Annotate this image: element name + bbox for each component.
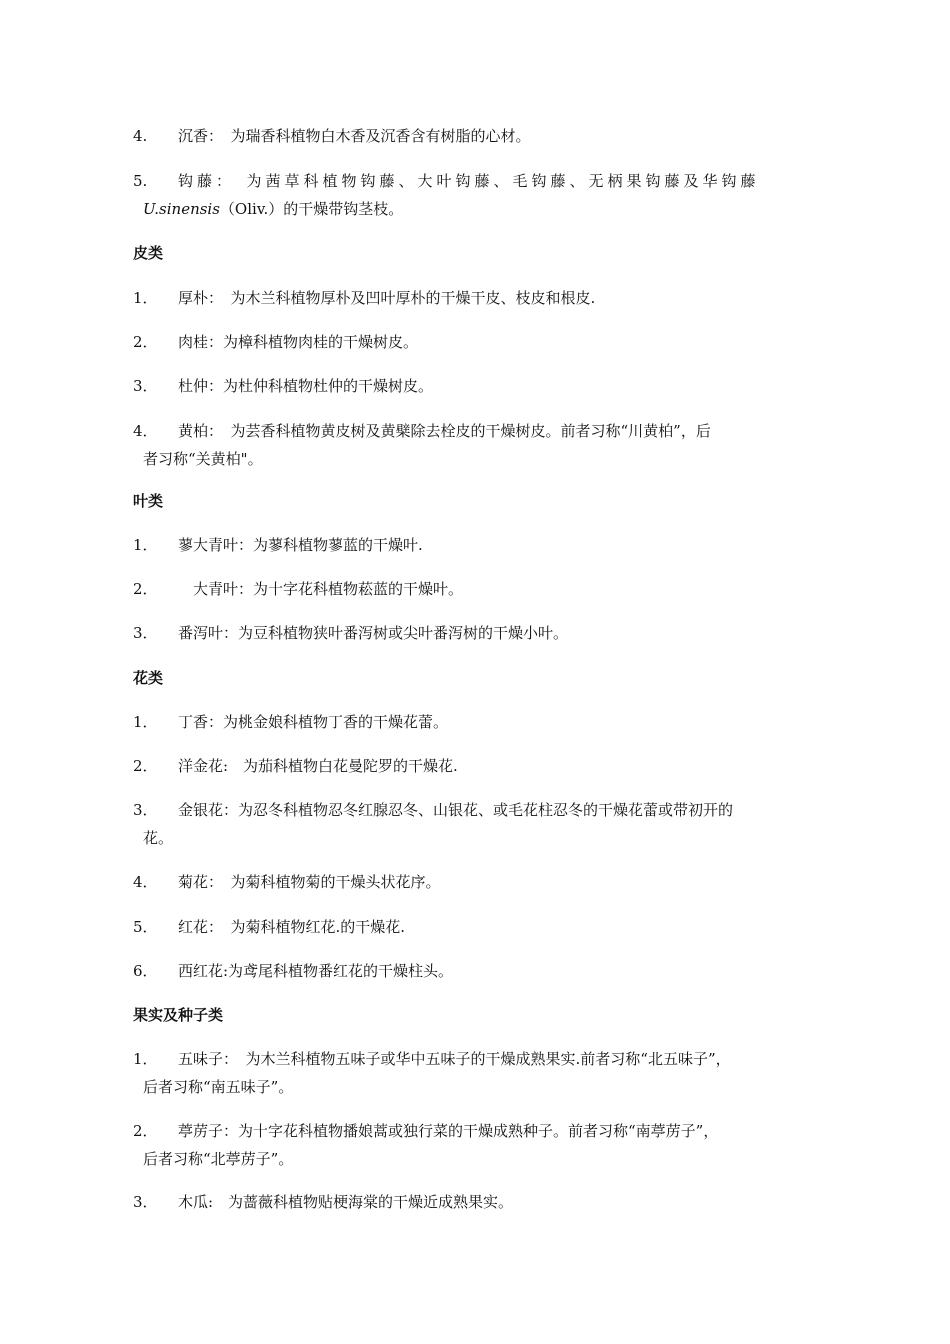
item-text-continued: 花。	[143, 829, 174, 847]
item-number: 5.	[133, 172, 148, 190]
item-text-continued: 者习称“关黄柏"。	[143, 450, 263, 468]
item-text: 大青叶：为十字花科植物菘蓝的干燥叶。	[178, 580, 464, 598]
item-number: 1．	[133, 536, 158, 554]
item-text-rest: （Oliv.）的干燥带钩茎枝。	[219, 200, 404, 218]
section-heading-flower: 花类	[133, 669, 164, 687]
item-text: 葶苈子：为十字花科植物播娘蒿或独行菜的干燥成熟种子。前者习称“南葶苈子”，	[178, 1122, 719, 1140]
item-text-continued	[133, 195, 823, 223]
item-text: 番泻叶：为豆科植物狭叶番泻树或尖叶番泻树的干燥小叶。	[178, 624, 569, 642]
list-item	[133, 372, 823, 400]
list-item	[133, 619, 823, 647]
list-item	[133, 708, 823, 736]
item-number: 2．	[133, 1122, 158, 1140]
item-text: 五味子： 为木兰科植物五味子或华中五味子的干燥成熟果实.前者习称“北五味子”，	[178, 1050, 731, 1068]
item-text: 西红花:为鸢尾科植物番红花的干燥柱头。	[178, 962, 454, 980]
item-number: 2．	[133, 757, 158, 775]
list-item-chenxiang	[133, 122, 823, 150]
item-number: 1．	[133, 713, 158, 731]
item-number: 3．	[133, 624, 158, 642]
item-text: 黄柏： 为芸香科植物黄皮树及黄檗除去栓皮的干燥树皮。前者习称“川黄柏”，后	[178, 422, 711, 440]
item-number: 4．	[133, 873, 158, 891]
section-heading-bark: 皮类	[133, 244, 164, 262]
list-item	[133, 1188, 823, 1216]
list-item	[133, 1045, 823, 1101]
item-text: 洋金花: 为茄科植物白花曼陀罗的干燥花.	[178, 757, 458, 775]
list-item	[133, 752, 823, 780]
item-number: 2．	[133, 580, 158, 598]
list-item	[133, 417, 823, 473]
list-item	[133, 328, 823, 356]
item-number: 2．	[133, 333, 158, 351]
list-item	[133, 1117, 823, 1173]
list-item	[133, 957, 823, 985]
item-text: 沉香： 为瑞香科植物白木香及沉香含有树脂的心材。	[178, 127, 531, 145]
item-number: 4．	[133, 422, 158, 440]
list-item	[133, 796, 823, 852]
item-number: 3．	[133, 377, 158, 395]
item-number: 5．	[133, 918, 158, 936]
item-text-continued: 后者习称“北葶苈子”。	[143, 1150, 294, 1168]
list-item	[133, 284, 823, 312]
list-item	[133, 913, 823, 941]
item-text: 金银花：为忍冬科植物忍冬红腺忍冬、山银花、或毛花柱忍冬的干燥花蕾或带初开的	[178, 801, 734, 819]
list-item	[133, 868, 823, 896]
item-text: 蓼大青叶：为蓼科植物蓼蓝的干燥叶.	[178, 536, 423, 554]
list-item	[133, 531, 823, 559]
item-number: 1．	[133, 289, 158, 307]
item-number: 4.	[133, 127, 148, 145]
section-heading-leaf: 叶类	[133, 492, 164, 510]
item-text: 钩藤： 为茜草科植物钩藤、大叶钩藤、毛钩藤、无柄果钩藤及华钩藤	[178, 172, 760, 190]
item-text: 红花： 为菊科植物红花.的干燥花.	[178, 918, 406, 936]
list-item	[133, 575, 823, 603]
item-text: 杜仲：为杜仲科植物杜仲的干燥树皮。	[178, 377, 434, 395]
item-text: 菊花： 为菊科植物菊的干燥头状花序。	[178, 873, 441, 891]
item-text-continued: 后者习称“南五味子”。	[143, 1078, 294, 1096]
item-text: 肉桂：为樟科植物肉桂的干燥树皮。	[178, 333, 419, 351]
item-number: 6．	[133, 962, 158, 980]
item-text: 木瓜: 为蔷薇科植物贴梗海棠的干燥近成熟果实。	[178, 1193, 514, 1211]
item-number: 3．	[133, 801, 158, 819]
list-item-gouteng	[133, 167, 823, 223]
item-number: 3．	[133, 1193, 158, 1211]
item-text: 丁香：为桃金娘科植物丁香的干燥花蕾。	[178, 713, 449, 731]
item-text: 厚朴： 为木兰科植物厚朴及凹叶厚朴的干燥干皮、枝皮和根皮.	[178, 289, 596, 307]
item-number: 1．	[133, 1050, 158, 1068]
section-heading-fruit-seed: 果实及种子类	[133, 1006, 224, 1024]
latin-name: U.sinensis	[143, 200, 220, 218]
